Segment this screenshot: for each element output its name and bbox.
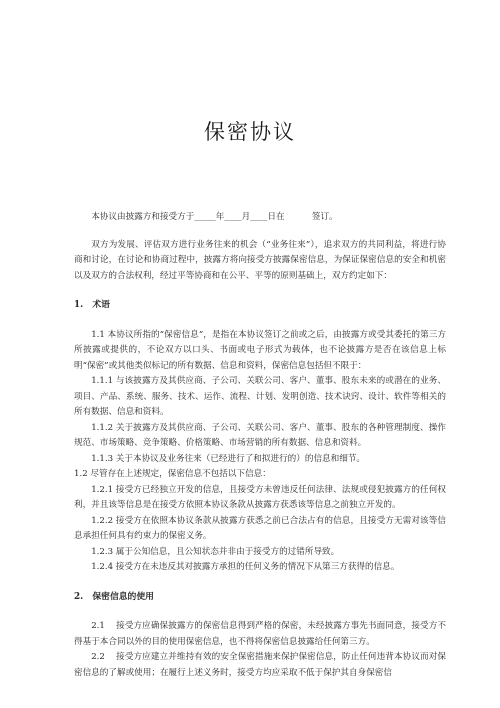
document-title: 保密协议 bbox=[204, 120, 296, 144]
clause-paragraph: 1.2 尽管存在上述规定，保密信息不包括以下信息： bbox=[74, 469, 271, 479]
intro-paragraph: 本协议由披露方和接受方于_____年____月____日在 签订。 bbox=[91, 212, 338, 222]
section-heading-usage: 2. 保密信息的使用 bbox=[74, 591, 154, 602]
clause-paragraph: 2.1 接受方应确保披露方的保密信息得到严格的保密，未经披露方事先书面同意，接受方不得基于本合同以外的目的使用保密信息，也不得将保密信息披露给任何第三方。 bbox=[74, 621, 446, 647]
section-heading-terms: 1. 术语 bbox=[74, 300, 110, 310]
clause-paragraph: 1.2.4 接受方在未违反其对披露方承担的任何义务的情况下从第三方获得的信息。 bbox=[91, 562, 400, 572]
clause-paragraph: 1.1.1 与该披露方及其供应商、子公司、关联公司、客户、董事、股东未来的或潜在的业务、项目、产品、系统、服务、技术、运作、流程、计划、发明创造、技术诀窍、设计、软件等相关的所有数据、信息和资料。 bbox=[74, 376, 446, 417]
clause-paragraph: 1.2.3 属于公知信息，且公知状态并非由于接受方的过错所导致。 bbox=[91, 546, 340, 557]
document-body bbox=[74, 210, 446, 681]
clause-paragraph: 1.2.1 接受方已经独立开发的信息，且接受方未曾违反任何法律、法规或侵犯披露方的任何权利，并且该等信息是在接受方依照本协议条款从披露方获悉该等信息之前独立开发的。 bbox=[74, 484, 446, 510]
preamble-paragraph: 双方为发展、评估双方进行业务往来的机会（“业务往来”），追求双方的共同利益，将进行协商和讨论，在讨论和协商过程中，披露方将向接受方披露保密信息，为保证保密信息的安全和机密以及双方的合法权利，经过平等协商和在公平、平等的原则基础上，双方约定如下： bbox=[74, 239, 446, 281]
clause-paragraph: 2.2 接受方应建立并维持有效的安全保密措施来保护保密信息，防止任何违背本协议而对保密信息的了解或使用；在履行上述义务时，接受方均应采取不低于保护其自身保密信 bbox=[74, 652, 446, 678]
clause-paragraph: 1.1 本协议所指的“保密信息”，是指在本协议签订之前或之后，由披露方或受其委托的第三方所披露或提供的，不论双方以口头、书面或电子形式为载体，也不论披露方是否在该信息上标明“保密”或其他类似标记的所有数据、信息和资料，保密信息包括但不限于： bbox=[74, 329, 446, 371]
clause-paragraph: 1.1.2 关于披露方及其供应商、子公司、关联公司、客户、董事、股东的各种管理制度、操作规范、市场策略、竞争策略、价格策略、市场营销的所有数据、信息和资料。 bbox=[74, 422, 446, 448]
clause-paragraph: 1.1.3 关于本协议及业务往来（已经进行了和拟进行的）的信息和细节。 bbox=[91, 453, 366, 464]
clause-paragraph: 1.2.2 接受方在依照本协议条款从披露方获悉之前已合法占有的信息，且接受方无需对该等信息承担任何具有约束力的保密义务。 bbox=[74, 515, 446, 541]
